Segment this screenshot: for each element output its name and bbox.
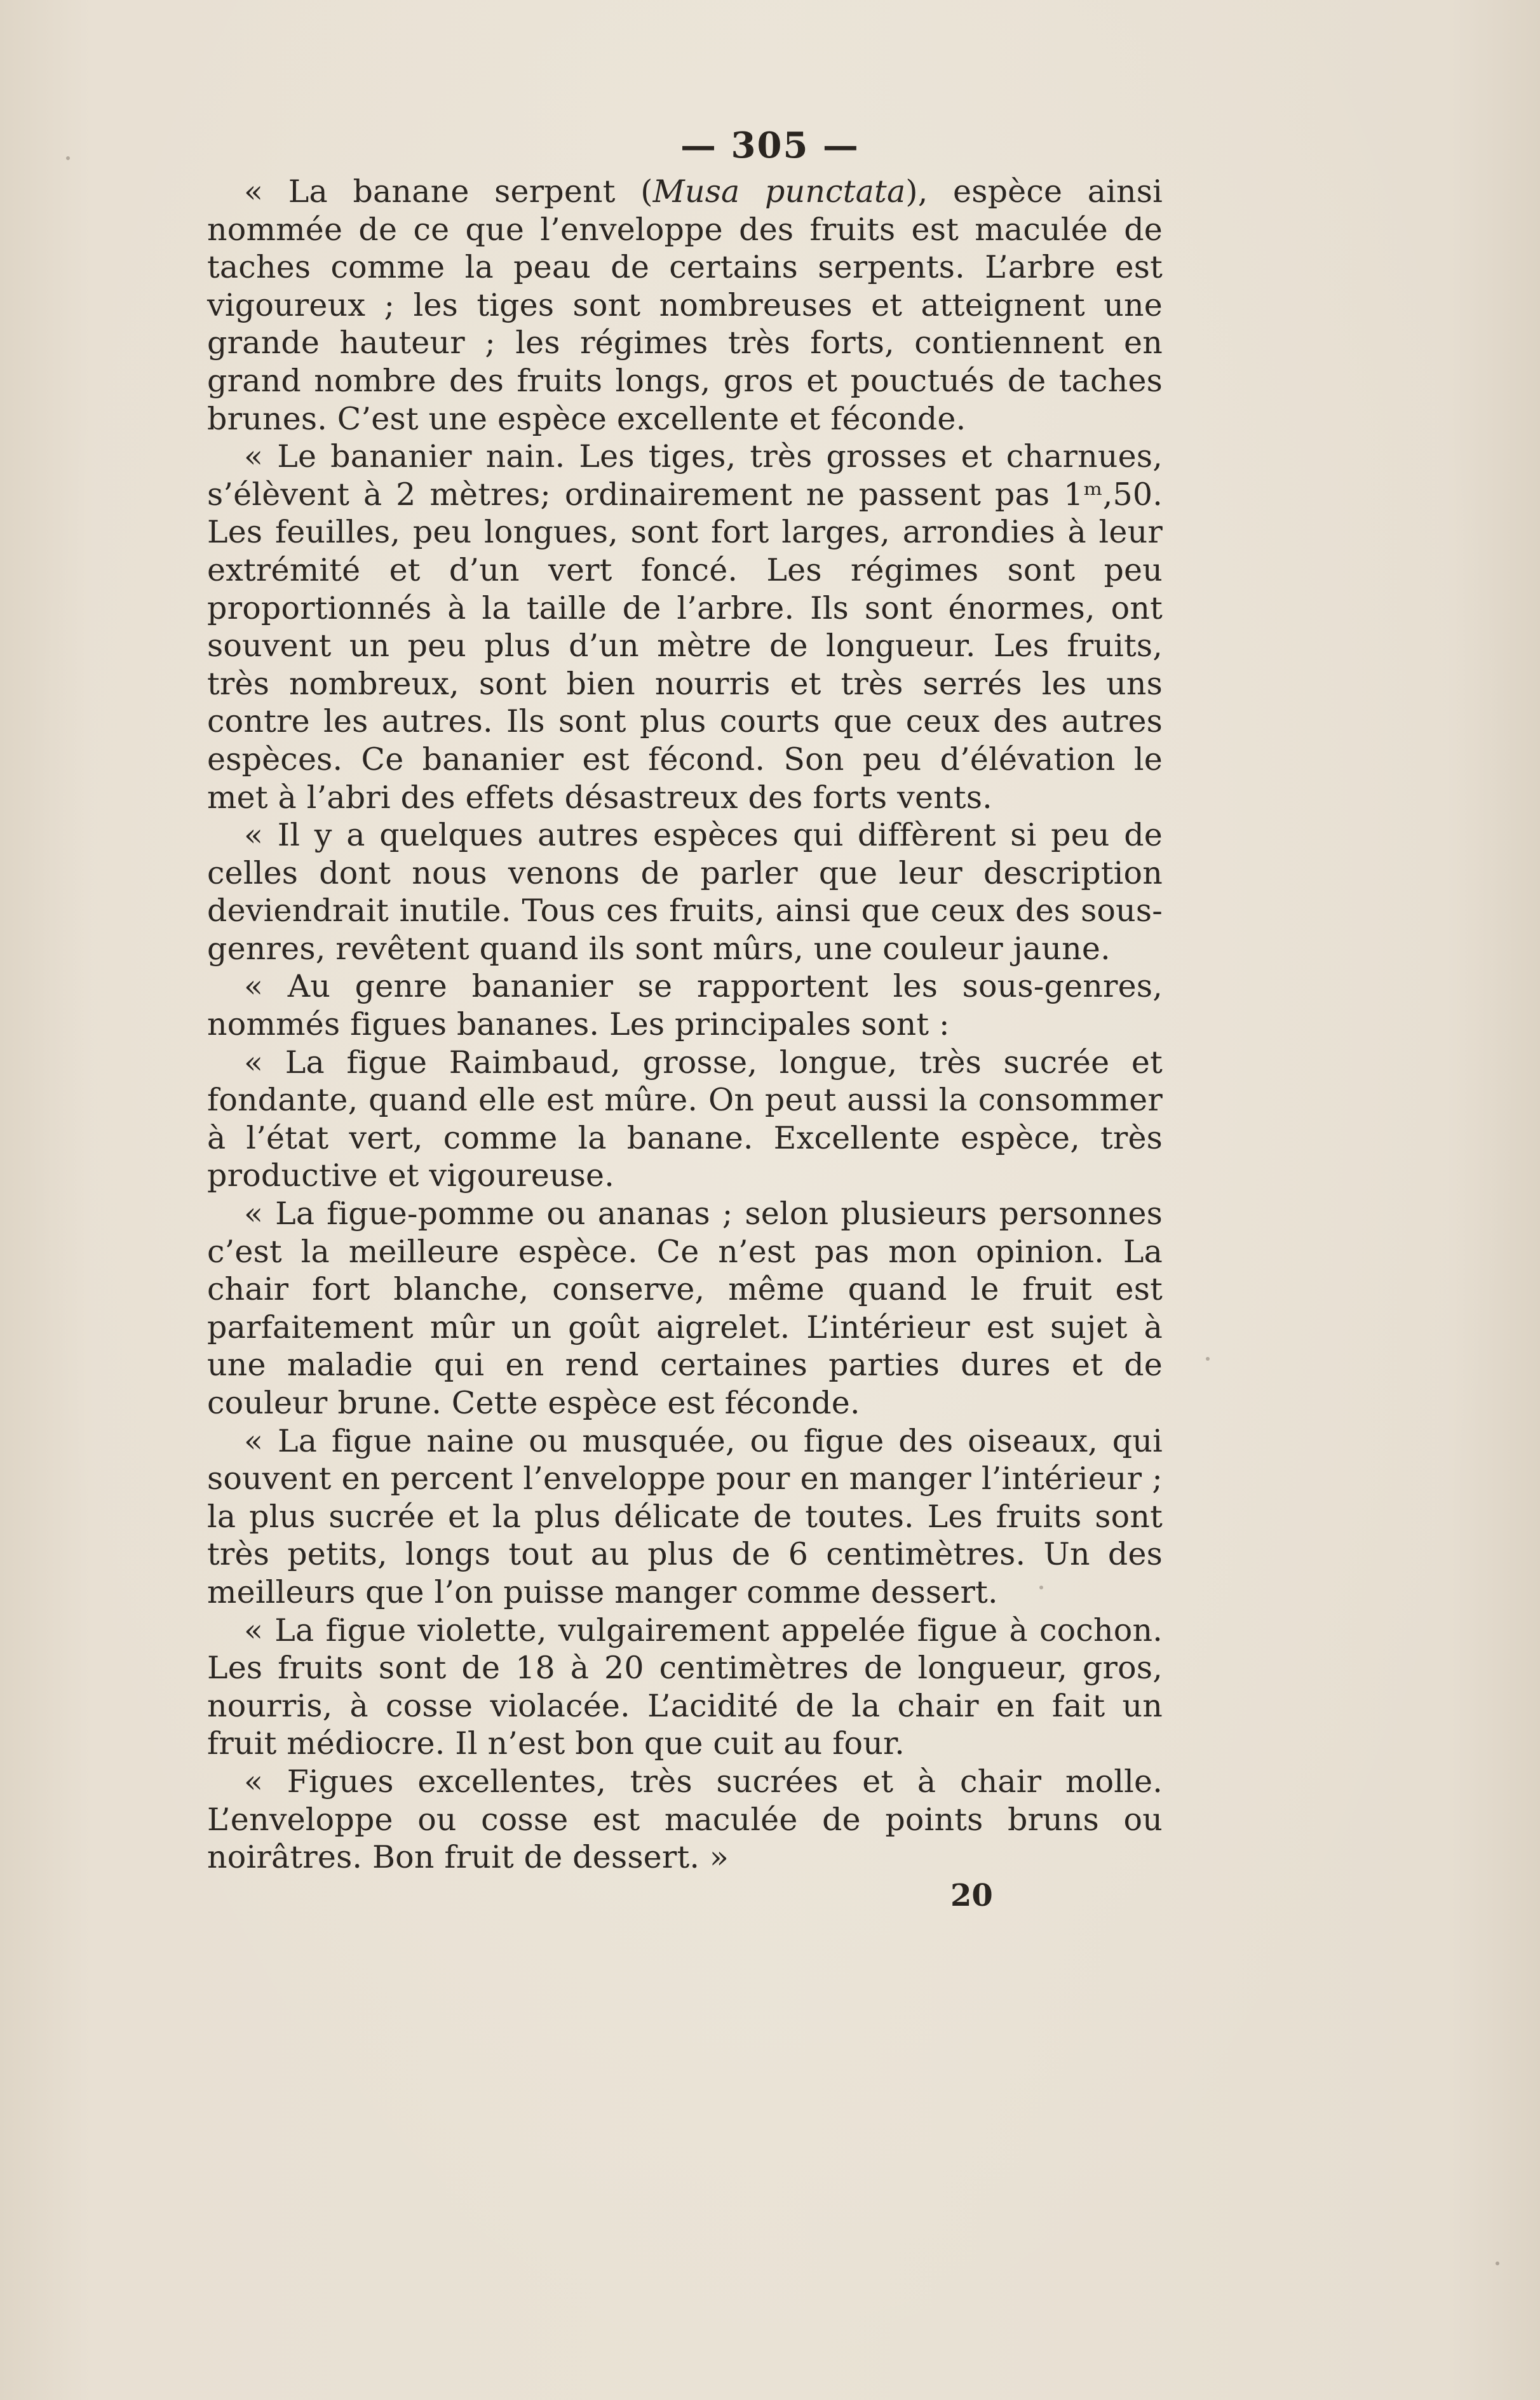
latin-name: Musa punctata [652,173,906,210]
paragraph-figue-violette: « La figue violette, vulgairement appelée figue à cochon. Les fruits sont de 18 à 20 centimètres de longueur, gros, nourris, à cosse violacée. L’acidité de la chair en fait un fruit médiocre. Il n’est bon que cuit au four. [207,1612,1163,1762]
paragraph-figue-naine: « La figue naine ou musquée, ou figue des oiseaux, qui souvent en percent l’enveloppe pour en manger l’intérieur ; la plus sucrée et la plus délicate de toutes. Les fruits sont très petits, longs tout au plus de 6 centimètres. Un des meilleurs que l’on puisse manger comme dessert. [207,1422,1163,1610]
paragraph-autres-especes: « Il y a quelques autres espèces qui diffèrent si peu de celles dont nous venons de parler que leur description deviendrait inutile. Tous ces fruits, ainsi que ceux des sous-genres, revêtent quand ils sont mûrs, une couleur jaune. [207,817,1163,967]
paper-speck [1496,2262,1499,2265]
paragraph-text-start: « La banane serpent ( [244,173,653,210]
paragraph-figues-excellentes: « Figues excellentes, très sucrées et à chair molle. L’enveloppe ou cosse est maculée de points bruns ou noirâtres. Bon fruit de dessert. » [207,1763,1163,1876]
signature-mark: 20 [950,1878,993,1913]
paragraph-figue-pomme: « La figue-pomme ou ananas ; selon plusieurs personnes c’est la meilleure espèce. Ce n’est pas mon opinion. La chair fort blanche, conserve, même quand le fruit est parfaitement mûr un goût aigrelet. L’intérieur est sujet à une maladie qui en rend certaines parties dures et de couleur brune. Cette espèce est féconde. [207,1196,1163,1421]
paragraph-sous-genres: « Au genre bananier se rapportent les sous-genres, nommés figues bananes. Les principales sont : [207,968,1163,1043]
paper-speck [1206,1357,1210,1361]
paragraph-figue-raimbaud: « La figue Raimbaud, grosse, longue, très sucrée et fondante, quand elle est mûre. On peut aussi la consommer à l’état vert, comme la banane. Excellente espèce, très productive et vigoureuse. [207,1044,1163,1194]
paragraph-text-end: ), espèce ainsi nommée de ce que l’enveloppe des fruits est maculée de taches comme la peau de certains serpents. L’arbre est vigoureux ; les tiges sont nombreuses et atteignent une grande hauteur ; les régimes très forts, contiennent en grand nombre des fruits longs, gros et pouctués de taches brunes. C’est une espèce excellente et féconde. [207,173,1163,437]
paper-speck [1039,1586,1043,1589]
body-text [207,173,1163,1877]
paper-speck [66,156,70,160]
page-number: — 305 — [680,125,860,166]
paragraph-bananier-nain: « Le bananier nain. Les tiges, très grosses et charnues, s’élèvent à 2 mètres; ordinairement ne passent pas 1ᵐ,50. Les feuilles, peu longues, sont fort larges, arrondies à leur extrémité et d’un vert foncé. Les régimes sont peu proportionnés à la taille de l’arbre. Ils sont énormes, ont souvent un peu plus d’un mètre de longueur. Les fruits, très nombreux, sont bien nourris et très serrés les uns contre les autres. Ils sont plus courts que ceux des autres espèces. Ce bananier est fécond. Son peu d’élévation le met à l’abri des effets désastreux des forts vents. [207,438,1163,816]
paragraph-banane-serpent [207,173,1163,438]
